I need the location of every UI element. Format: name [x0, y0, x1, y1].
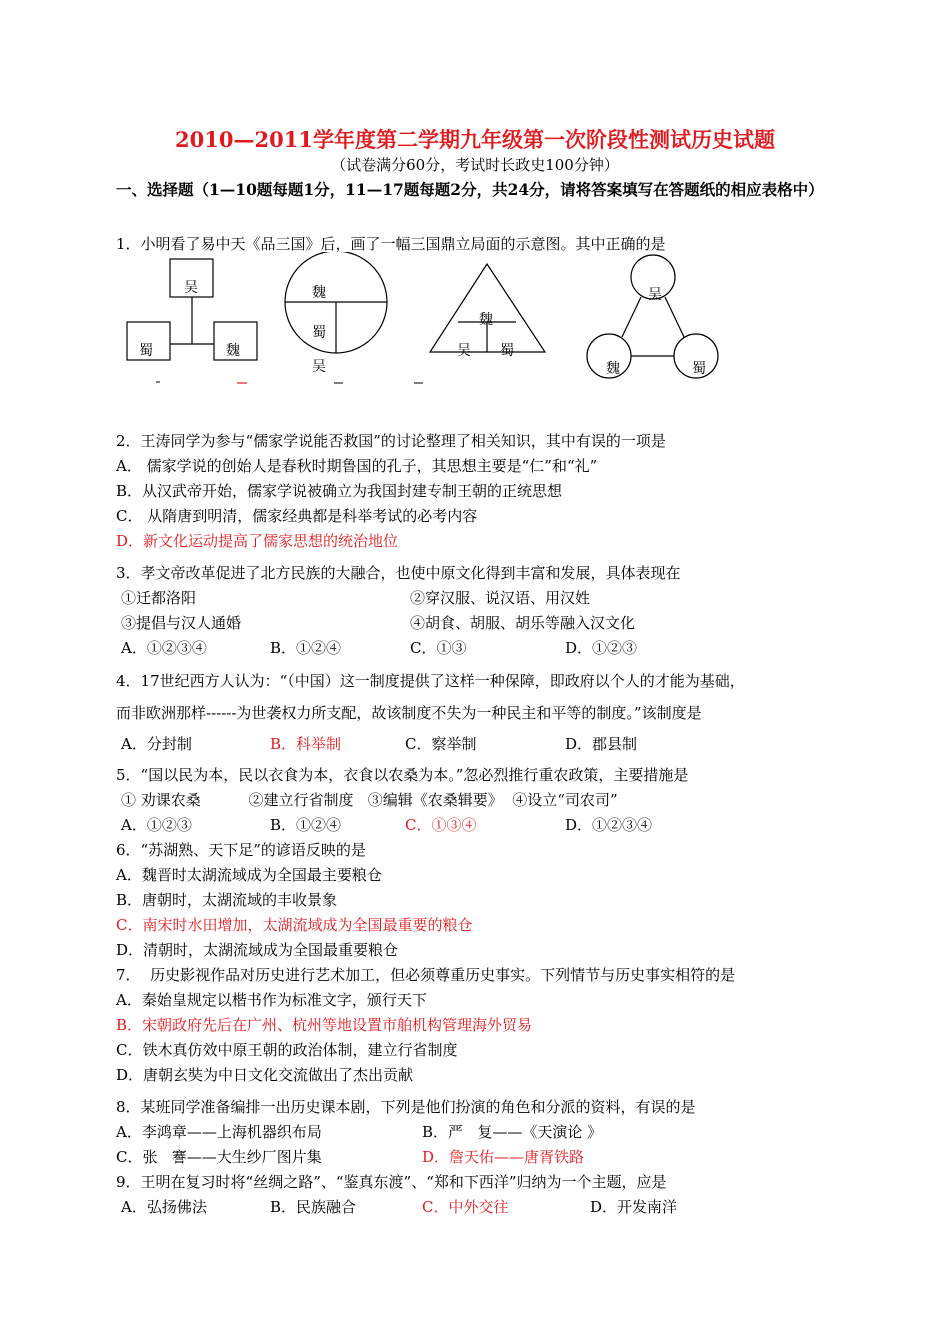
- diagram-b-wu: 吴: [312, 359, 326, 375]
- q6-option-d: D．清朝时，太湖流域成为全国最重要粮仓: [116, 941, 399, 959]
- q9-option-c: C．中外交往: [422, 1198, 509, 1216]
- q4-option-b: B．科举制: [270, 735, 342, 753]
- q7-option-d: D．唐朝玄奘为中日文化交流做出了杰出贡献: [116, 1066, 414, 1084]
- q2-option-d: D．新文化运动提高了儒家思想的统治地位: [116, 532, 399, 550]
- diagram-a-wu: 吴: [184, 280, 198, 296]
- q3-option-d: D．①②③: [565, 639, 638, 657]
- q2-stem: 2．王涛同学为参与“儒家学说能否救国”的讨论整理了相关知识，其中有误的一项是: [116, 432, 666, 450]
- q8-option-d: D．詹天佑——唐胥铁路: [422, 1148, 585, 1166]
- q3-item-3: ③提倡与汉人通婚: [121, 614, 242, 632]
- q1-stem: 1．小明看了易中天《品三国》后，画了一幅三国鼎立局面的示意图。其中正确的是: [116, 235, 666, 253]
- q6-option-b: B．唐朝时，太湖流域的丰收景象: [116, 891, 338, 909]
- q3-option-a: A．①②③④: [121, 639, 207, 657]
- q9-option-b: B．民族融合: [270, 1198, 357, 1216]
- diagram-d: [587, 255, 718, 378]
- diagram-d-wu: 吴: [648, 287, 662, 303]
- q9-option-d: D．开发南洋: [590, 1198, 678, 1216]
- q3-item-1: ①迁都洛阳: [121, 589, 197, 607]
- q7-stem: 7． 历史影视作品对历史进行艺术加工，但必须尊重历史事实。下列情节与历史事实相符的是: [116, 966, 736, 984]
- q5-option-d: D．①②③④: [565, 816, 653, 834]
- diagram-c-wu: 吴: [457, 343, 471, 359]
- diagram-d-wei: 魏: [606, 361, 620, 377]
- q4-option-c: C．察举制: [405, 735, 477, 753]
- q9-stem: 9．王明在复习时将“丝绸之路”、“鉴真东渡”、“郑和下西洋”归纳为一个主题，应是: [116, 1173, 667, 1191]
- q2-option-a: A． 儒家学说的创始人是春秋时期鲁国的孔子，其思想主要是“仁”和“礼”: [116, 457, 598, 475]
- q5-option-b: B．①②④: [270, 816, 342, 834]
- q2-option-c: C． 从隋唐到明清，儒家经典都是科举考试的必考内容: [116, 507, 478, 525]
- q5-option-a: A．①②③: [121, 816, 192, 834]
- q8-option-a: A．李鸿章——上海机器织布局: [116, 1123, 322, 1141]
- q7-option-a: A．秦始皇规定以楷书作为标准文字，颁行天下: [116, 991, 427, 1009]
- q6-option-c: C．南宋时水田增加，太湖流域成为全国最重要的粮仓: [116, 916, 473, 934]
- q5-stem: 5．“国以民为本，民以衣食为本，衣食以农桑为本。”忽必烈推行重农政策，主要措施是: [116, 766, 689, 784]
- q4-option-a: A．分封制: [121, 735, 192, 753]
- q3-option-b: B．①②④: [270, 639, 342, 657]
- diagram-c: [414, 264, 545, 383]
- q2-option-b: B．从汉武帝开始，儒家学说被确立为我国封建专制王朝的正统思想: [116, 482, 563, 500]
- exam-title: 2010—2011学年度第二学期九年级第一次阶段性测试历史试题: [175, 127, 775, 152]
- q5-option-c: C．①③④: [405, 816, 477, 834]
- diagram-c-shu: 蜀: [500, 343, 514, 359]
- q8-stem: 8．某班同学准备编排一出历史课本剧，下列是他们扮演的角色和分派的资料，有误的是: [116, 1098, 696, 1116]
- diagram-a-wei: 魏: [226, 343, 240, 359]
- q9-option-a: A．弘扬佛法: [121, 1198, 207, 1216]
- diagram-c-wei: 魏: [479, 312, 493, 328]
- q7-option-c: C．铁木真仿效中原王朝的政治体制，建立行省制度: [116, 1041, 458, 1059]
- q6-option-a: A．魏晋时太湖流域成为全国最主要粮仓: [116, 866, 382, 884]
- diagram-b-shu: 蜀: [312, 325, 326, 341]
- q3-stem: 3．孝文帝改革促进了北方民族的大融合，也使中原文化得到丰富和发展，具体表现在: [116, 564, 681, 582]
- diagram-b: [237, 252, 387, 383]
- q3-item-4: ④胡食、胡服、胡乐等融入汉文化: [410, 614, 636, 632]
- q4-stem-line1: 4．17世纪西方人认为：“（中国）这一制度提供了这样一种保障，即政府以个人的才能为基础，: [116, 672, 745, 690]
- diagram-b-wei: 魏: [312, 285, 326, 301]
- q4-stem-line2: 而非欧洲那样------为世袭权力所支配，故该制度不失为一种民主和平等的制度。”该制度是: [116, 704, 702, 722]
- q8-option-c: C．张 謇——大生纱厂图片集: [116, 1148, 322, 1166]
- q4-option-d: D．郡县制: [565, 735, 638, 753]
- q6-stem: 6．“苏湖熟、天下足”的谚语反映的是: [116, 841, 366, 859]
- q1-diagrams: [0, 252, 950, 392]
- diagram-d-shu: 蜀: [692, 361, 706, 377]
- q3-item-2: ②穿汉服、说汉语、用汉姓: [410, 589, 591, 607]
- q3-option-c: C．①③: [410, 639, 467, 657]
- q7-option-b: B．宋朝政府先后在广州、杭州等地设置市舶机构管理海外贸易: [116, 1016, 533, 1034]
- section-heading: 一、选择题（1—10题每题1分，11—17题每题2分，共24分，请将答案填写在答题纸的相应表格中）: [116, 180, 824, 199]
- q8-option-b: B．严 复——《天演论 》: [422, 1123, 603, 1141]
- diagram-a-shu: 蜀: [139, 343, 153, 359]
- exam-subtitle: （试卷满分60分，考试时长政史100分钟）: [331, 156, 619, 174]
- q5-items: ① 劝课农桑 ②建立行省制度 ③编辑《农桑辑要》 ④设立“司农司”: [121, 791, 618, 809]
- diagram-a: [127, 259, 257, 382]
